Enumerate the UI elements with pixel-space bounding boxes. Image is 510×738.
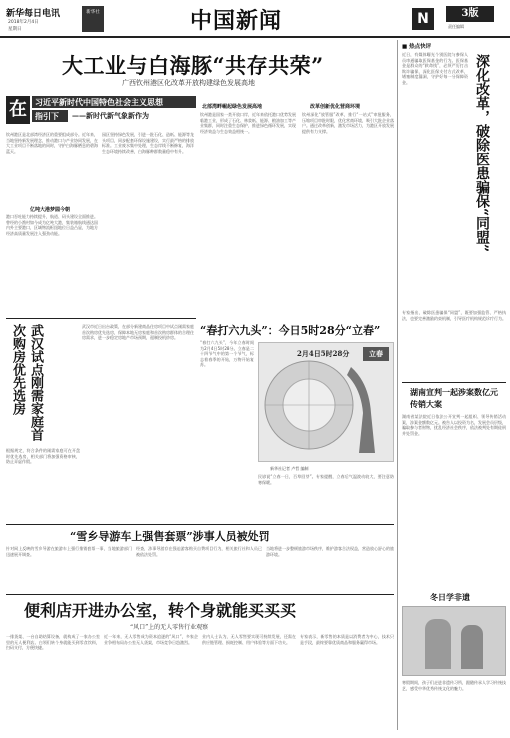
section-rule — [6, 594, 394, 595]
section-title: 中国新闻 — [190, 8, 283, 34]
column-banner — [6, 96, 196, 126]
body-text-block: 专家表示，新零售的本质是以消费者为中心，技术只是手段，最终要靠优质商品和服务赢得市场。 — [300, 634, 394, 645]
page-number: 3版 — [446, 6, 494, 22]
body-text-block: 专家指出，破除医患骗保“同盟”，既要加强监管、严格执法，也要完善激励约束机制，引导医疗机构规范诊疗行为。 — [402, 310, 506, 321]
winter-headline: 冬日学非遗 — [430, 592, 470, 602]
masthead — [0, 0, 510, 38]
banner-char: 在 — [6, 96, 30, 124]
solar-term-wheel — [259, 343, 395, 463]
store-subheadline: “风口”上的无人零售行业观察 — [130, 624, 209, 631]
solar-term-graphic — [258, 342, 394, 462]
body-text-block: 湖南省某法院近日依法公开宣判一起组织、领导传销活动案，涉案金额数亿元。被告人以投资为名，发展会员层级，骗取参与者财物，扰乱经济社会秩序，依法被判处有期徒刑并处罚金。 — [402, 414, 506, 436]
newspaper-logo — [82, 6, 104, 32]
body-text-block: 钦州深化“放管服”改革，推行“一站式”审批服务，压缩项目审批时限，优化营商环境，吸引大批企业落户。通过改革创新，激发市场活力，为港区开放发展提供有力支撑。 — [302, 112, 394, 134]
body-text-block: 钦州港区是北部湾经济区的重要组成部分。近年来，当地坚持新发展理念，推动港口与产业协同发展，在大工业项目不断落地的同时，守护白海豚栖息的碧海蓝天。 — [6, 132, 98, 154]
graphic-caption: 新华社记者 卢哲 编制 — [270, 466, 309, 471]
masthead-rule — [0, 36, 510, 38]
ticket-headline: “雪乡导游车上强售套票”涉事人员被处罚 — [70, 530, 270, 543]
right-column-head: 改革创新优化营商环境 — [310, 104, 361, 110]
banner-line2: 指引下 — [32, 110, 68, 122]
weekday: 星期日 — [8, 27, 22, 32]
body-text-block: 钦州港是国家一类开放口岸，近年来依托港口优势发展临港工业，形成了石化、林浆纸、能源、粮油加工等产业集群，同时注重生态保护，推进绿色循环发展，实现经济效益与生态效益相统一。 — [200, 112, 296, 134]
section-rule — [6, 318, 196, 319]
body-text-block: 武汉市近日出台政策，在部分新建商品住房项目中试点刚需家庭首次购房优先选房，保障本地无房家庭和首次购房群体的合理住房需求，进一步稳定房地产市场预期，遏制投机炒房。 — [82, 324, 194, 341]
banner-line1: 习近平新时代中国特色社会主义思想 — [32, 96, 196, 108]
photo-figure — [461, 625, 483, 669]
hubei-headline: 湖南宣判一起涉案数亿元传销大案 — [410, 387, 498, 409]
store-headline: 便利店开进办公室，转个身就能买买买 — [24, 601, 297, 620]
date-line: 2018年2月4日 — [8, 20, 39, 25]
housing-headline: 武汉试点刚需家庭首次购房优先选房 — [10, 324, 43, 441]
logo-text: 新华社 — [86, 10, 100, 15]
banner-line3: ——新时代新气象新作为 — [72, 111, 149, 120]
mid-column-head: 北部湾畔崛起绿色发展高地 — [202, 104, 263, 110]
body-text-block: 民谚说“立春一日，百草回芽”。专家提醒，立春后气温波动较大，要注意防寒保暖。 — [258, 474, 394, 485]
reform-vertical-title: 深化改革，破除医患骗保“同盟” — [474, 54, 490, 253]
n-logo-icon: N — [412, 8, 434, 30]
spring-headline: “春打六九头”：今日5时28分“立春” — [200, 324, 381, 337]
body-text-block: 寒假期间，孩子们走进非遗传习所，跟随传承人学习传统技艺，感受中华优秀传统文化的魅力。 — [402, 680, 506, 691]
quick-read-label: ■ 热点快评 — [402, 44, 432, 50]
left-subhead: 亿吨大港梦圆今朝 — [30, 207, 71, 213]
body-text-block: 园区坚持绿色发展，引进一批石化、造纸、能源等龙头项目，同步配套环保设施建设，实行最严格的排放标准。工业废水集中处理，生态岸线不断修复，海洋生态环境持续改善，白海豚种群数量稳中有升。 — [102, 132, 194, 154]
winter-photo — [402, 606, 506, 676]
body-text-block: 根据规定，符合条件的刚需家庭可在开盘时优先选房，相关部门将加强资格审核，防止弄虚作假。 — [6, 448, 80, 465]
body-text-block: 近一年来，无人零售成为资本追逐的“风口”，多家企业争相布局办公室无人货架，市场竞争日趋激烈。 — [104, 634, 198, 645]
body-text-block: 当地将进一步整顿旅游市场秩序，维护游客合法权益，营造放心舒心的旅游环境。 — [266, 546, 394, 557]
graphic-label: 立春 — [363, 347, 389, 361]
body-text-block: 经查，涉事导游存在强迫游客购买自费项目行为，相关旅行社和人员已被依法处罚。 — [136, 546, 262, 557]
body-text-block: 一排货架、一台自助结算设备，就构成了一家办公室里的无人便利店。白领们转个身就能买到零食饮料，扫码支付，方便快捷。 — [6, 634, 100, 651]
body-text-block: 业内人士认为，无人零售要实现可持续发展，还需在供应链管理、损耗控制、用户体验等方面下功夫。 — [202, 634, 296, 645]
section-rule — [6, 524, 394, 525]
paper-name: 新华每日电讯 — [6, 9, 61, 19]
editor-line: 责任编辑 — [448, 24, 464, 29]
body-text-block: 近日，有媒体曝光个别医院与参保人员串通骗取医保基金的行为。医保基金是群众的“救命钱”，必须严厉打击欺诈骗保，深化医保支付方式改革，堵塞制度漏洞，守护好每一分保障资金。 — [402, 52, 468, 85]
body-text-block: 针对网上反映的雪乡导游在旅游车上强行推销套票一事，当地旅游部门迅速展开调查。 — [6, 546, 132, 557]
body-text-block: 港口吞吐能力持续提升，航道、码头建设全面推进。曾经的小渔村如今成为亿吨大港，集装箱航线通达国内外主要港口，区域物流枢纽地位日益凸显，为地方经济高质量发展注入强劲动能。 — [6, 214, 98, 236]
body-text-block: “春打六九头”，今年立春时间为2月4日5时28分。立春是二十四节气中的第一个节气，标志着春季的开始，万物开始复苏。 — [200, 340, 254, 368]
right-section-rule — [402, 382, 506, 383]
main-headline: 大工业与白海豚“共存共荣” — [62, 53, 324, 78]
photo-figure — [425, 619, 451, 669]
column-divider — [397, 40, 398, 730]
main-subheadline: 广西钦州港区化改革开放构建绿色发展高地 — [122, 79, 255, 87]
graphic-time: 2月4日5时28分 — [297, 349, 350, 358]
